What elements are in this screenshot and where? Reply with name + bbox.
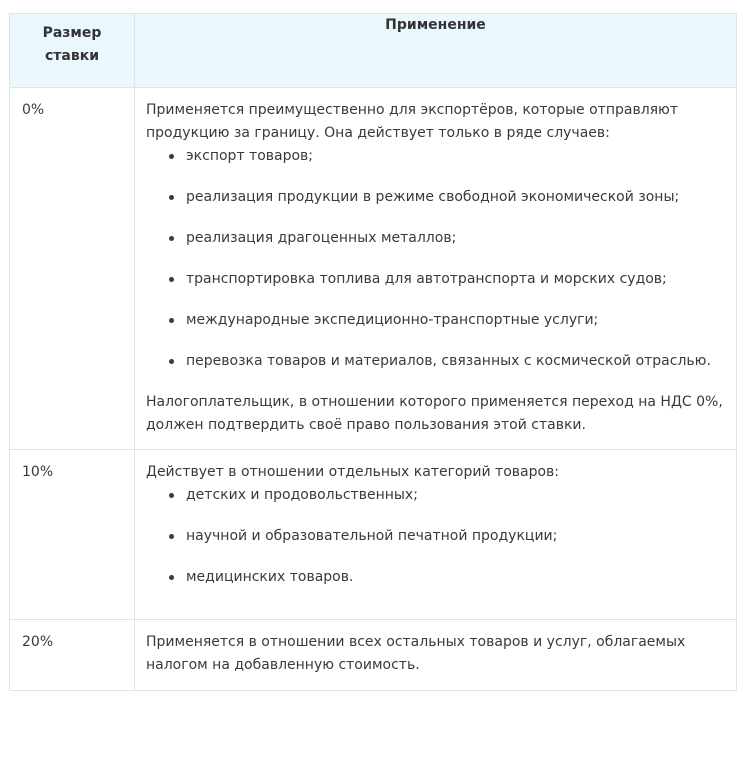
application-intro: Применяется в отношении всех остальных товаров и услуг, облагаемых налогом на добавленную стоимость. [146, 634, 686, 673]
list-item [169, 186, 726, 209]
bullet-icon [169, 575, 174, 580]
application-list [146, 484, 726, 589]
application-list [146, 145, 726, 373]
list-item [169, 145, 726, 168]
application-cell [135, 450, 737, 620]
header-rate: Размер ставки [10, 14, 135, 88]
list-item-text: экспорт товаров; [186, 148, 314, 164]
table-header [10, 14, 737, 88]
bullet-icon [169, 493, 174, 498]
application-intro: Применяется преимущественно для экспортёров, которые отправляют продукцию за границу. Она действует только в ряде случаев: [146, 102, 678, 141]
list-item-text: транспортировка топлива для автотранспорта и морских судов; [186, 271, 667, 287]
bullet-icon [169, 277, 174, 282]
list-item [169, 525, 726, 548]
list-item-text: детских и продовольственных; [186, 487, 418, 503]
header-row [10, 14, 737, 88]
list-item-text: реализация драгоценных металлов; [186, 230, 457, 246]
list-item [169, 227, 726, 250]
table-body [10, 88, 737, 691]
vat-rates-table [9, 13, 737, 691]
bullet-icon [169, 359, 174, 364]
table-row [10, 88, 737, 450]
rate-cell: 0% [10, 88, 135, 450]
list-item-text: перевозка товаров и материалов, связанных с космической отраслью. [186, 353, 711, 369]
list-item [169, 309, 726, 332]
list-item [169, 566, 726, 589]
table-row [10, 620, 737, 691]
bullet-icon [169, 154, 174, 159]
bullet-icon [169, 236, 174, 241]
bullet-icon [169, 195, 174, 200]
list-item [169, 484, 726, 507]
bullet-icon [169, 534, 174, 539]
header-application: Применение [135, 14, 737, 88]
application-intro: Действует в отношении отдельных категорий товаров: [146, 464, 560, 480]
table-row [10, 450, 737, 620]
list-item-text: реализация продукции в режиме свободной экономической зоны; [186, 189, 680, 205]
list-item-text: международные экспедиционно-транспортные услуги; [186, 312, 599, 328]
application-cell [135, 88, 737, 450]
list-item [169, 268, 726, 291]
application-note: Налогоплательщик, в отношении которого применяется переход на НДС 0%, должен подтвердить своё право пользования этой ставки. [146, 394, 723, 433]
application-cell [135, 620, 737, 691]
list-item-text: медицинских товаров. [186, 569, 354, 585]
rate-cell: 10% [10, 450, 135, 620]
rate-cell: 20% [10, 620, 135, 691]
bullet-icon [169, 318, 174, 323]
list-item-text: научной и образовательной печатной продукции; [186, 528, 558, 544]
list-item [169, 350, 726, 373]
